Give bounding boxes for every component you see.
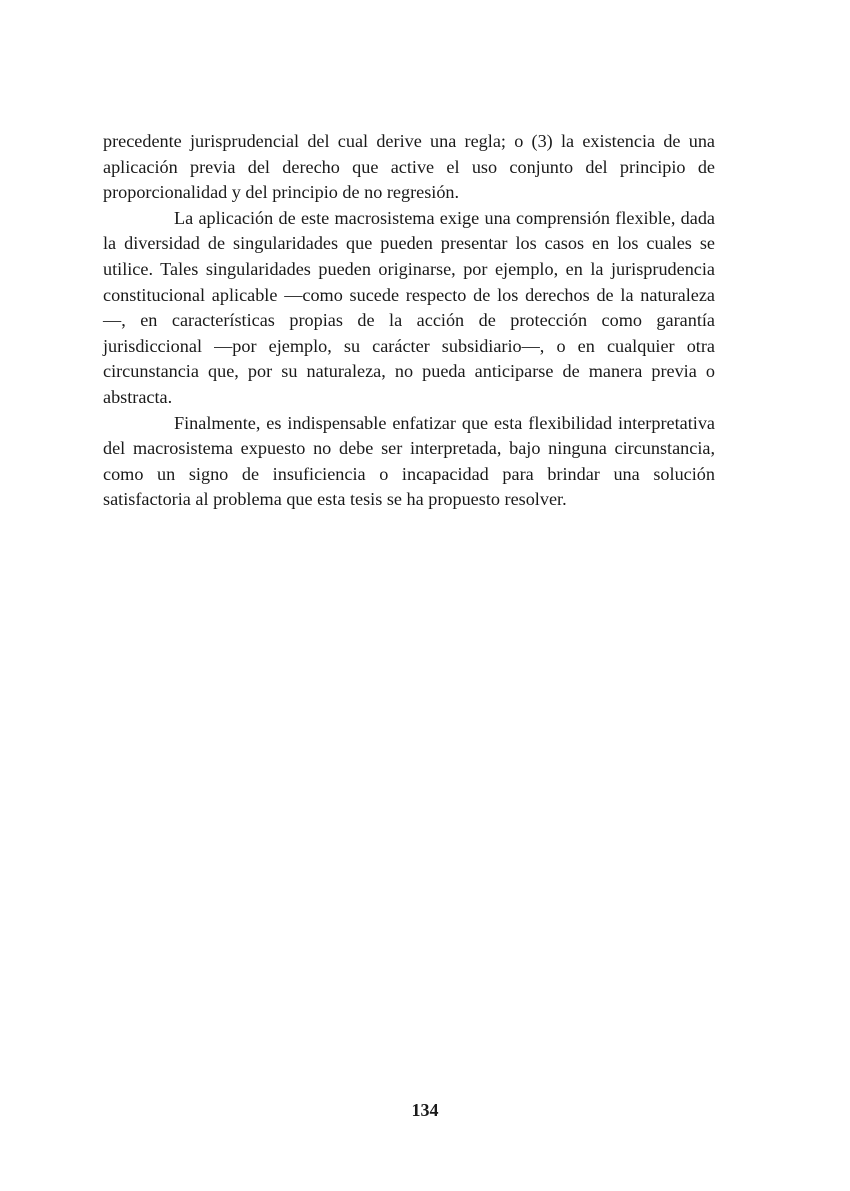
paragraph-conclusion: Finalmente, es indispensable enfatizar que esta flexibilidad interpretativa del macrosistema expuesto no debe ser interpretada, bajo ninguna circunstancia, como un signo de insuficiencia o incapacidad para brindar una solución satisfactoria al problema que esta tesis se ha propuesto resolver. [103, 412, 715, 510]
paragraph-macrosystem-application: La aplicación de este macrosistema exige una comprensión flexible, dada la diversidad de singularidades que pueden presentar los casos en los cuales se utilice. Tales singularidades pueden originarse, por ejemplo, en la jurisprudencia constitucional aplicable —como sucede respecto de los derechos de la naturaleza—, en características propias de la acción de protección como garantía jurisdiccional —por ejemplo, su carácter subsidiario—, o en cualquier otra circunstancia que, por su naturaleza, no pueda anticiparse de manera previa o abstracta. [103, 207, 715, 407]
paragraph-continuation: precedente jurisprudencial del cual derive una regla; o (3) la existencia de una aplicación previa del derecho que active el uso conjunto del principio de proporcionalidad y del principio de no regresión. [103, 131, 715, 203]
body-text [103, 129, 715, 513]
page-number: 134 [411, 1100, 439, 1120]
